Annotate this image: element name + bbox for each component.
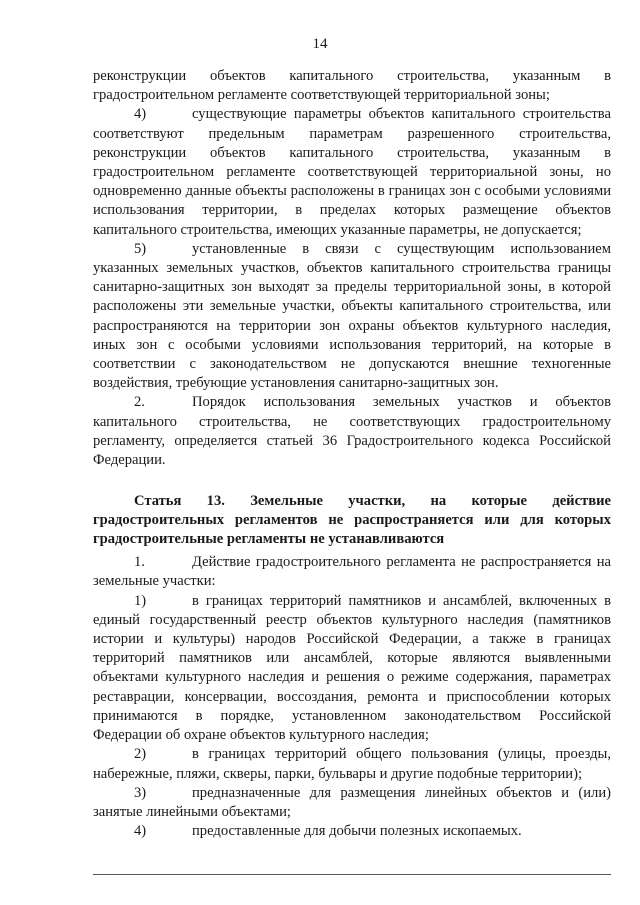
paragraph-number: 2. xyxy=(134,394,145,411)
list-item-4b xyxy=(93,822,611,841)
paragraph-continuation: реконструкции объектов капитального строительства, указанным в градостроительном регламенте соответствующей территориальной зоны; xyxy=(93,68,611,104)
list-item-text: существующие параметры объектов капитального строительства соответствуют предельным параметрам разрешенного строительства, реконструкции объектов капитального строительства, указанным в градостроительном регламенте соответствующей территориальной зоны, но одновременно данные объекты расположены в границах зон с особыми условиями использования территории, в пределах которых размещение объектов капитального строительства, имеющих указанные параметры, не допускается; xyxy=(93,106,611,238)
list-item-number: 2) xyxy=(134,746,147,763)
list-item-text: предоставленные для добычи полезных ископаемых. xyxy=(192,823,522,840)
list-item-number: 4) xyxy=(134,823,147,840)
paragraph-2 xyxy=(93,393,611,470)
list-item-number: 4) xyxy=(134,106,147,123)
page-number: 14 xyxy=(312,36,328,52)
list-item-text: установленные в связи с существующим использованием указанных земельных участков, объектов капитального строительства границы санитарно-защитных зон выходят за пределы территориальной зоны, в которой расположены эти земельные участки, объекты капитального строительства, или распространяются на территории зон охраны объектов культурного наследия, иных зон с особыми условиями использования территорий, на которые в соответствии с законодательством не допускаются внешние техногенные воздействия, требующие установления санитарно-защитных зон. xyxy=(93,240,611,392)
list-item-text: предназначенные для размещения линейных объектов и (или) занятые линейными объектами; xyxy=(93,784,611,820)
list-item-4 xyxy=(93,105,611,239)
list-item-number: 5) xyxy=(134,240,147,257)
document-body xyxy=(93,67,611,841)
list-item-5 xyxy=(93,240,611,394)
paragraph-text: Действие градостроительного регламента не распространяется на земельные участки: xyxy=(93,554,611,590)
page-bottom-divider xyxy=(93,874,611,875)
list-item-3 xyxy=(93,784,611,822)
list-item-2 xyxy=(93,745,611,783)
list-item-1 xyxy=(93,592,611,746)
paragraph-text: Порядок использования земельных участков и объектов капитального строительства, не соответствующих градостроительному регламенту, определяется статьей 36 Градостроительного кодекса Российской Федерации. xyxy=(93,394,611,469)
paragraph-1 xyxy=(93,553,611,591)
list-item-text: в границах территорий памятников и ансамблей, включенных в единый государственный реестр объектов культурного наследия (памятников истории и культуры) народов Российской Федерации, а также в границах территорий памятников или ансамблей, которые являются выявленными объектами культурного наследия и решения о режиме содержания, параметрах реставрации, консервации, воссоздания, ремонта и приспособлении которых принимаются в порядке, установленном законодательством Российской Федерации об охране объектов культурного наследия; xyxy=(93,592,611,744)
article-heading: Статья 13. Земельные участки, на которые действие градостроительных регламентов не распространяется или для которых градостроительные регламенты не устанавливаются xyxy=(93,493,611,548)
list-item-text: в границах территорий общего пользования (улицы, проезды, набережные, пляжи, скверы, парки, бульвары и другие подобные территории); xyxy=(93,746,611,782)
paragraph-number: 1. xyxy=(134,554,145,571)
list-item-number: 1) xyxy=(134,592,147,609)
list-item-number: 3) xyxy=(134,784,147,801)
